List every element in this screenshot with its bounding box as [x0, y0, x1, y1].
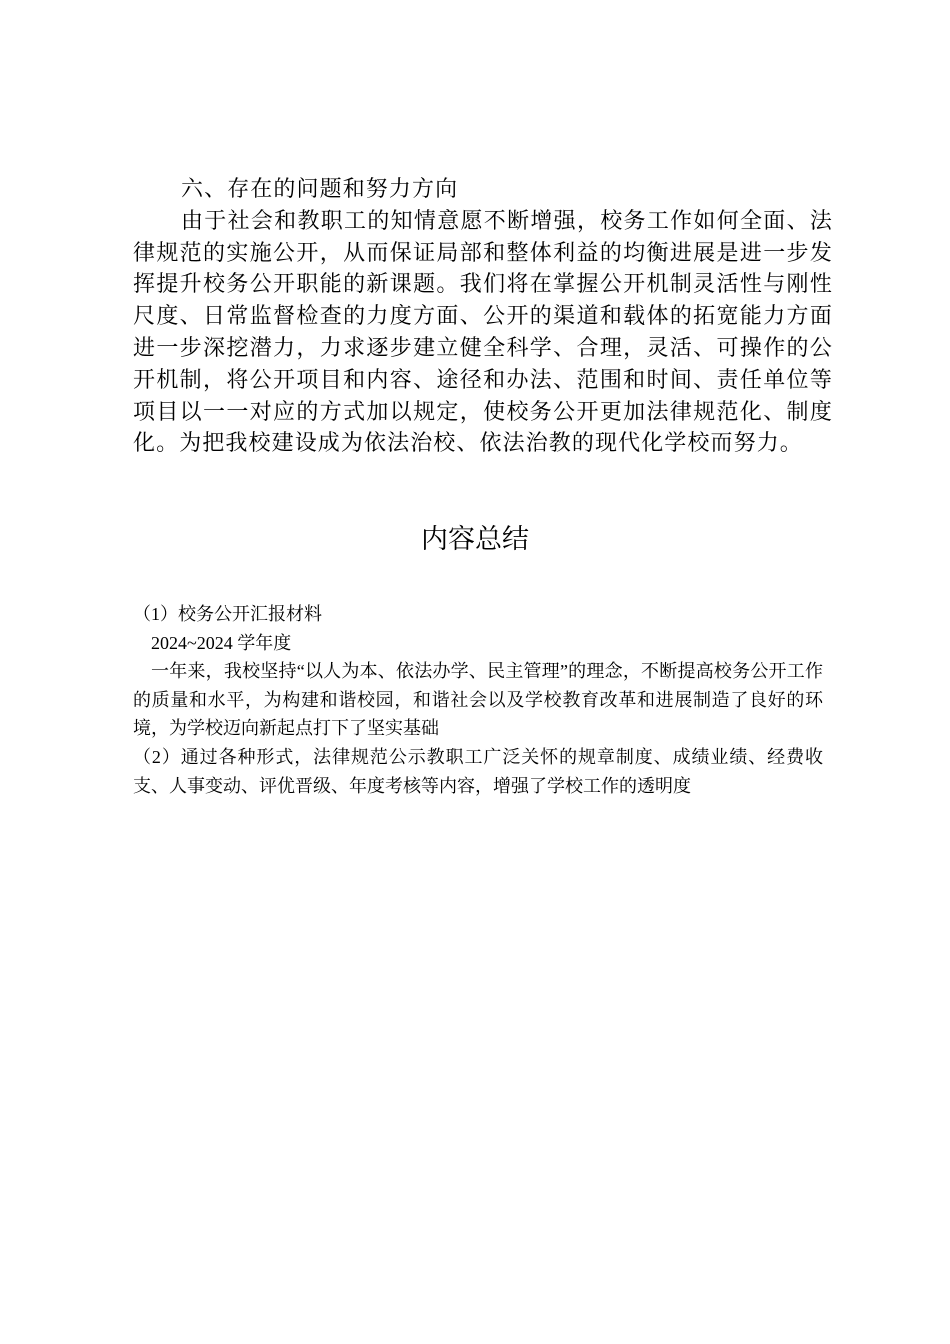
summary-item1-text: 一年来，我校坚持“以人为本、依法办学、民主管理”的理念，不断提高校务公开工作的质量和水平，为构建和谐校园，和谐社会以及学校教育改革和进展制造了良好的环境，为学校迈向新起点打下了坚实基础	[133, 661, 823, 739]
section-six	[133, 174, 833, 460]
section-six-paragraph: 由于社会和教职工的知情意愿不断增强，校务工作如何全面、法律规范的实施公开，从而保证局部和整体利益的均衡进展是进一步发挥提升校务公开职能的新课题。我们将在掌握公开机制灵活性与刚性尺度、日常监督检查的力度方面、公开的渠道和载体的拓宽能力方面进一步深挖潜力，力求逐步建立健全科学、合理，灵活、可操作的公开机制，将公开项目和内容、途径和办法、范围和时间、责任单位等项目以一一对应的方式加以规定，使校务公开更加法律规范化、制度化。为把我校建设成为依法治校、依法治教的现代化学校而努力。	[133, 208, 833, 457]
summary-year-line: 2024~2024 学年度	[151, 632, 292, 653]
summary-title: 内容总结	[421, 524, 529, 555]
summary-item2-text: （2）通过各种形式，法律规范公示教职工广泛关怀的规章制度、成绩业绩、经费收支、人事变动、评优晋级、年度考核等内容，增强了学校工作的透明度	[133, 746, 823, 796]
section-six-heading: 六、存在的问题和努力方向	[181, 177, 459, 202]
summary-item1-heading: （1）校务公开汇报材料	[133, 604, 322, 624]
summary-section	[133, 600, 823, 800]
